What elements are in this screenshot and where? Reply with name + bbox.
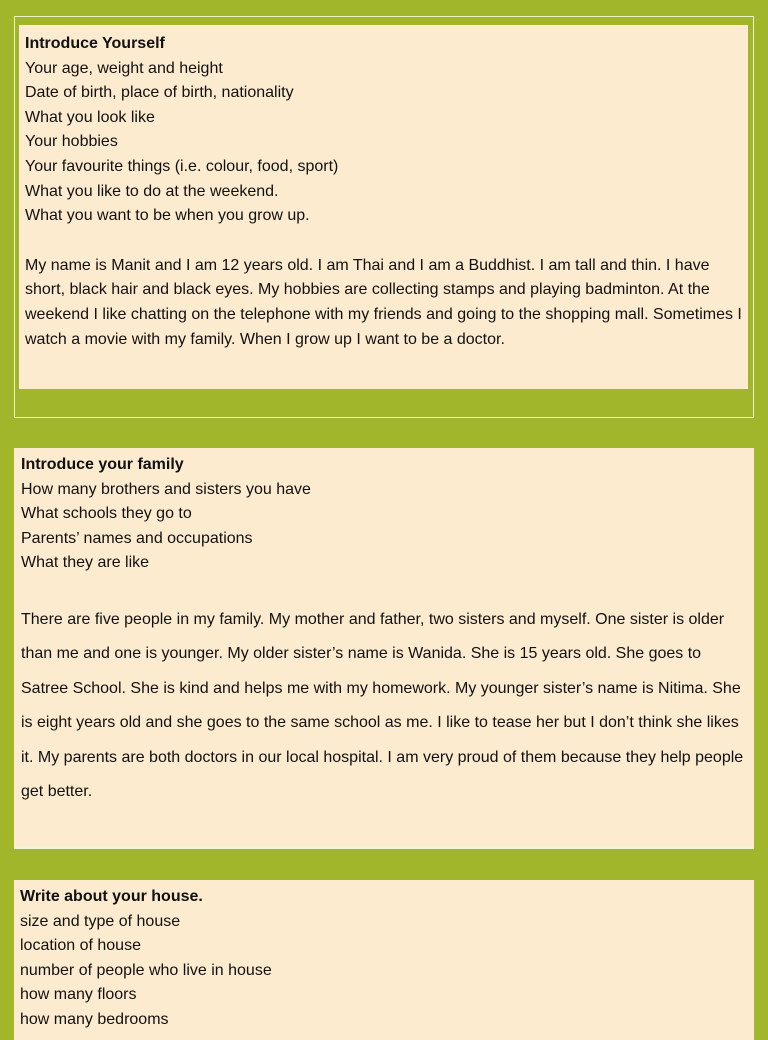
example-paragraph: There are five people in my family. My mother and father, two sisters and myself. One sister is older than me and one is younger. My older sister’s name is Wanida. She is 15 years old. She goes to Satree School. She is kind and helps me with my homework. My younger sister’s name is Nitima. She is eight years old and she goes to the same school as me. I like to tease her but I don’t think she likes it. My parents are both doctors in our local hospital. I am very proud of them because they help people get better. bbox=[21, 610, 744, 800]
prompt-item: Your favourite things (i.e. colour, food, sport) bbox=[25, 157, 339, 175]
prompt-item: What you like to do at the weekend. bbox=[25, 182, 279, 200]
example-paragraph: My name is Manit and I am 12 years old. I am Thai and I am a Buddhist. I am tall and thin. I have short, black hair and black eyes. My hobbies are collecting stamps and playing badminton. At the weekend I like chatting on the telephone with my friends and going to the shopping mall. Sometimes I watch a movie with my family. When I grow up I want to be a doctor. bbox=[25, 256, 742, 348]
prompt-item: how many floors bbox=[20, 986, 137, 1004]
prompt-item: What schools they go to bbox=[21, 505, 192, 523]
prompt-item: Date of birth, place of birth, nationality bbox=[25, 84, 294, 102]
prompt-item: Parents’ names and occupations bbox=[21, 529, 253, 547]
card-title: Introduce your family bbox=[21, 456, 184, 473]
prompt-item: What you look like bbox=[25, 108, 155, 126]
introduce-yourself-card bbox=[19, 25, 748, 389]
prompt-item: number of people who live in house bbox=[20, 961, 272, 979]
prompt-item: how many bedrooms bbox=[20, 1010, 169, 1028]
prompt-item: What they are like bbox=[21, 554, 150, 572]
card-title: Introduce Yourself bbox=[25, 35, 165, 52]
house-card bbox=[14, 880, 754, 1040]
prompt-item: location of house bbox=[20, 937, 141, 955]
prompt-item: Your age, weight and height bbox=[25, 59, 223, 77]
prompt-item: Your hobbies bbox=[25, 133, 118, 151]
prompt-item: size and type of house bbox=[20, 912, 181, 930]
prompt-item: What you want to be when you grow up. bbox=[25, 207, 310, 225]
prompt-item: How many brothers and sisters you have bbox=[21, 480, 311, 498]
introduce-family-card bbox=[14, 448, 754, 849]
card-title: Write about your house. bbox=[20, 888, 203, 905]
